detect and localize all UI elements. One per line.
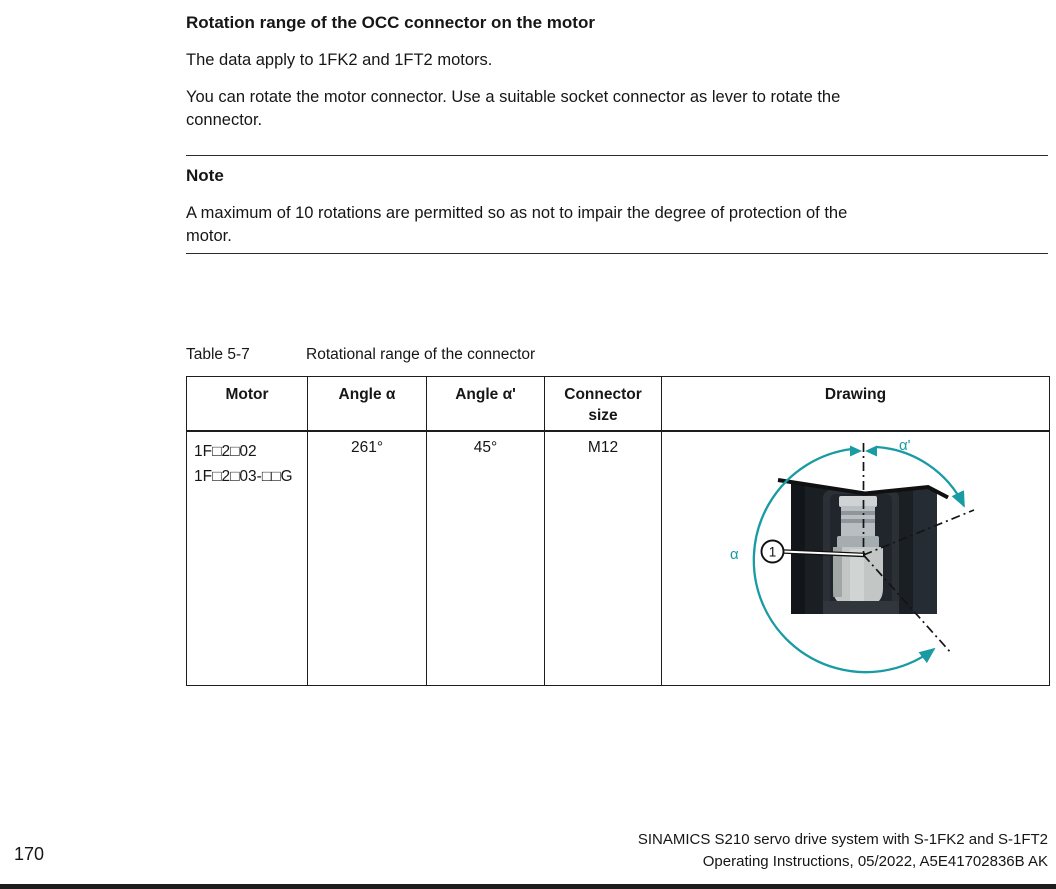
paragraph-intro: The data apply to 1FK2 and 1FT2 motors. (186, 51, 493, 69)
cell-connector-size: M12 (544, 432, 661, 685)
alpha-label: α (730, 546, 739, 563)
col-header-angle-alpha-prime: Angle α' (426, 377, 544, 432)
table-caption (186, 346, 535, 364)
cell-motor (187, 432, 307, 685)
alpha-prime-arc-start-arrow (865, 446, 877, 457)
col-header-drawing: Drawing (661, 377, 1049, 432)
note-line1: A maximum of 10 rotations are permitted so as not to impair the degree of protection of the (186, 204, 848, 222)
note-divider-top (186, 155, 1048, 156)
note-line2: motor. (186, 227, 232, 245)
cell-angle-alpha: 261° (307, 432, 426, 685)
col-header-connector-size: Connector size (544, 377, 661, 432)
footer-doc-info: Operating Instructions, 05/2022, A5E41702836B AK (702, 853, 1048, 870)
note-title: Note (186, 166, 224, 185)
table-caption-label: Table 5-7 (186, 346, 250, 363)
callout-1-label: 1 (768, 544, 777, 560)
col-header-motor: Motor (187, 377, 307, 432)
paragraph-rotate-line2: connector. (186, 111, 263, 129)
paragraph-rotate-line1: You can rotate the motor connector. Use a suitable socket connector as lever to rotate the (186, 88, 841, 106)
page-bottom-bar (0, 884, 1056, 889)
note-divider-bottom (186, 253, 1048, 254)
table-caption-text: Rotational range of the connector (306, 346, 536, 363)
alpha-prime-label: α' (899, 437, 911, 454)
footer-right (638, 829, 1048, 873)
cell-angle-alpha-prime: 45° (426, 432, 544, 685)
cell-drawing (661, 432, 1049, 685)
footer-doc-title: SINAMICS S210 servo drive system with S-1FK2 and S-1FT2 (637, 831, 1048, 848)
paragraph-rotate (186, 86, 840, 132)
rotation-range-table (186, 376, 1050, 686)
motor-model-1: 1F□2□02 (194, 443, 257, 460)
section-heading: Rotation range of the OCC connector on the motor (186, 13, 595, 32)
alpha-arc-start-arrow (850, 446, 862, 457)
rotation-drawing (662, 432, 1048, 683)
col-header-angle-alpha: Angle α (307, 377, 426, 432)
note-body (186, 202, 847, 248)
page-number: 170 (14, 844, 45, 864)
motor-model-2: 1F□2□03-□□G (194, 468, 293, 485)
